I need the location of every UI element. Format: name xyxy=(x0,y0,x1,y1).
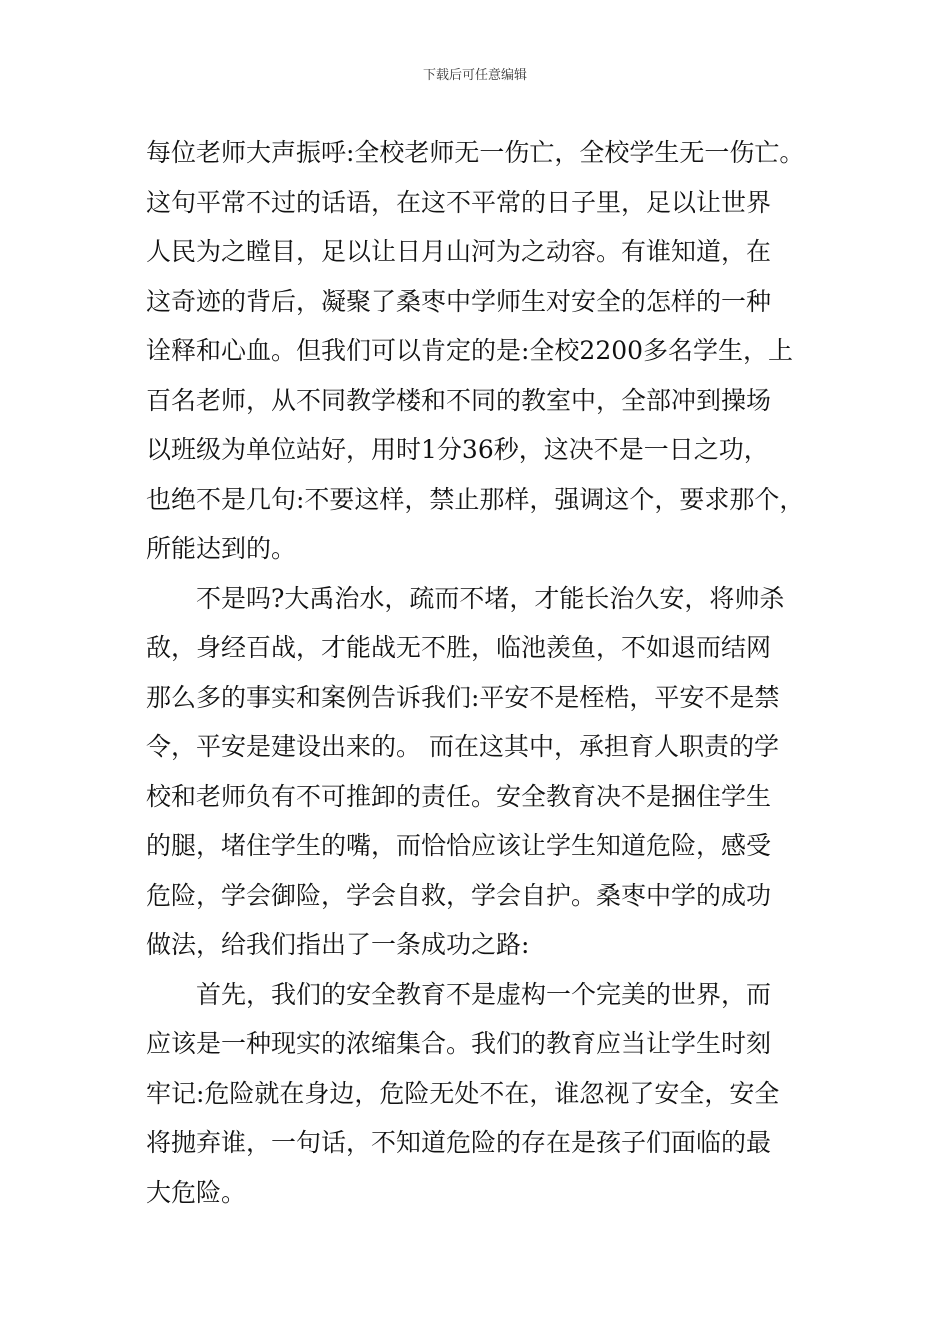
paragraph-3 xyxy=(146,970,836,1218)
text-line: 做法，给我们指出了一条成功之路: xyxy=(146,930,530,959)
text-line: 这奇迹的背后，凝聚了桑枣中学师生对安全的怎样的一种 xyxy=(146,286,772,316)
text-line: 以班级为单位站好，用时1分36秒，这决不是一日之功， xyxy=(146,435,769,464)
text-line: 大危险。 xyxy=(146,1177,247,1207)
document-body xyxy=(146,128,836,1217)
text-line: 诠释和心血。但我们可以肯定的是:全校2200多名学生，上 xyxy=(146,336,794,365)
text-line: 校和老师负有不可推卸的责任。安全教育决不是捆住学生 xyxy=(146,781,772,811)
text-line: 应该是一种现实的浓缩集合。我们的教育应当让学生时刻 xyxy=(146,1029,772,1058)
text-line: 也绝不是几句:不要这样，禁止那样，强调这个，要求那个， xyxy=(146,484,805,514)
text-line: 那么多的事实和案例告诉我们:平安不是桎梏，平安不是禁 xyxy=(146,682,780,712)
text-line: 所能达到的。 xyxy=(146,534,297,563)
text-line: 每位老师大声振呼:全校老师无一伤亡，全校学生无一伤亡。 xyxy=(146,138,805,167)
text-line: 牢记:危险就在身边，危险无处不在，谁忽视了安全，安全 xyxy=(146,1078,780,1108)
text-line: 百名老师，从不同教学楼和不同的教室中，全部冲到操场 xyxy=(146,385,772,415)
text-line: 敌，身经百战，才能战无不胜，临池羡鱼，不如退而结网 xyxy=(146,633,772,662)
text-line: 不是吗?大禹治水，疏而不堵，才能长治久安，将帅杀 xyxy=(196,583,785,613)
text-line: 首先，我们的安全教育不是虚构一个完美的世界，而 xyxy=(196,979,772,1009)
paragraph-1 xyxy=(146,128,836,574)
text-line: 令，平安是建设出来的。 而在这其中，承担育人职责的学 xyxy=(146,732,779,761)
page-header: 下载后可任意编辑 xyxy=(422,68,527,83)
text-line: 的腿，堵住学生的嘴，而恰恰应该让学生知道危险，感受 xyxy=(146,831,772,860)
paragraph-2 xyxy=(146,574,836,970)
text-line: 危险，学会御险，学会自救，学会自护。桑枣中学的成功 xyxy=(146,880,772,910)
text-line: 将抛弃谁，一句话，不知道危险的存在是孩子们面临的最 xyxy=(146,1128,772,1157)
text-line: 人民为之瞠目，足以让日月山河为之动容。有谁知道，在 xyxy=(146,237,772,266)
text-line: 这句平常不过的话语，在这不平常的日子里，足以让世界 xyxy=(146,187,772,217)
